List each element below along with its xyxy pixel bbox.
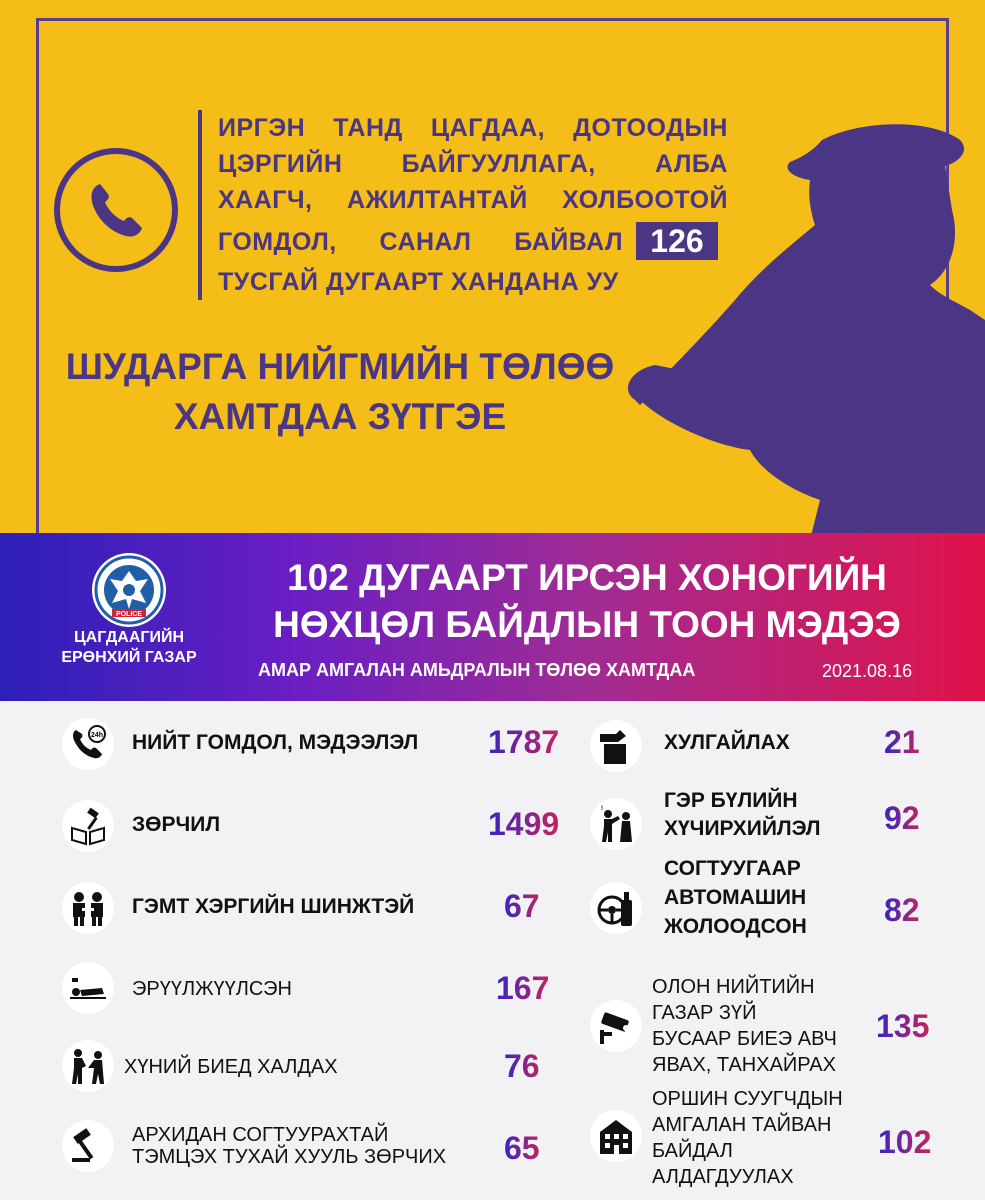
stat-value-bodily-harm: 76 xyxy=(504,1048,540,1084)
stat-label-public-disorder-line-2: ГАЗАР ЗҮЙ xyxy=(652,1002,757,1024)
gavel-icon xyxy=(62,1120,114,1172)
stat-label-total-complaints: НИЙТ ГОМДОЛ, МЭДЭЭЛЭЛ xyxy=(132,731,419,754)
stat-value-drunk-driving: 82 xyxy=(884,892,920,928)
band-title-line-2: НӨХЦӨЛ БАЙДЛЫН ТООН МЭДЭЭ xyxy=(273,604,901,645)
stat-label-drunk-driving-line-2: АВТОМАШИН xyxy=(664,886,807,909)
organization-name xyxy=(46,628,212,668)
stat-label-residents-peace-line-2: АМГАЛАН ТАЙВАН xyxy=(652,1114,832,1136)
slogan-line-2: ХАМТДАА ЗҮТГЭЕ xyxy=(173,396,507,437)
stat-label-drunk-driving-line-3: ЖОЛООДСОН xyxy=(664,915,807,938)
org-line-1: ЦАГДААГИЙН xyxy=(73,629,185,646)
report-date: 2021.08.16 xyxy=(822,661,913,681)
stat-label-violations: ЗӨРЧИЛ xyxy=(132,813,221,836)
stat-label-drunk-driving-line-1: СОГТУУГААР xyxy=(664,857,801,880)
wheel-bottle-icon xyxy=(590,882,642,934)
stat-value-sobering: 167 xyxy=(496,970,550,1006)
stat-label-domestic-violence-line-1: ГЭР БҮЛИЙН xyxy=(664,789,798,812)
domestic-violence-icon xyxy=(590,798,642,850)
message-line-2: ЦЭРГИЙН БАЙГУУЛЛАГА, АЛБА xyxy=(218,150,728,178)
stat-label-criminal-signs: ГЭМТ ХЭРГИЙН ШИНЖТЭЙ xyxy=(132,895,415,918)
message-line-1: ИРГЭН ТАНД ЦАГДАА, ДОТООДЫН xyxy=(218,114,728,142)
stat-value-alcohol-law: 65 xyxy=(504,1130,540,1166)
prisoners-icon xyxy=(62,882,114,934)
stat-value-violations: 1499 xyxy=(488,806,560,842)
message-line-3: ХААГЧ, АЖИЛТАНТАЙ ХОЛБООТОЙ xyxy=(218,186,728,214)
stat-label-residents-peace-line-1: ОРШИН СУУГЧДЫН xyxy=(652,1088,843,1110)
stat-label-residents-peace-line-3: БАЙДАЛ xyxy=(652,1140,733,1162)
slogan-line-1: ШУДАРГА НИЙГМИЙН ТӨЛӨӨ xyxy=(65,346,615,387)
divider-line xyxy=(198,110,202,300)
lying-person-icon xyxy=(62,962,114,1014)
police-logo xyxy=(92,553,166,627)
phone-24h-icon xyxy=(62,718,114,770)
message-line-4: ГОМДОЛ, САНАЛ БАЙВАЛ xyxy=(218,228,623,256)
stat-label-public-disorder-line-4: ЯВАХ, ТАНХАЙРАХ xyxy=(652,1054,836,1076)
apartment-building-icon xyxy=(590,1110,642,1162)
stat-label-theft: ХУЛГАЙЛАХ xyxy=(664,731,790,754)
stat-label-public-disorder-line-1: ОЛОН НИЙТИЙН xyxy=(652,976,815,998)
stat-label-domestic-violence-line-2: ХҮЧИРХИЙЛЭЛ xyxy=(664,817,821,840)
stat-label-public-disorder-line-3: БУСААР БИЕЭ АВЧ xyxy=(652,1028,837,1050)
stat-value-residents-peace: 102 xyxy=(878,1124,932,1160)
org-line-2: ЕРӨНХИЙ ГАЗАР xyxy=(61,649,197,666)
logo-text: POLICE xyxy=(115,611,143,618)
phone-icon xyxy=(54,148,178,272)
svg-text:!: ! xyxy=(601,806,603,812)
law-book-gavel-icon xyxy=(62,800,114,852)
theft-hand-icon xyxy=(590,720,642,772)
cctv-camera-icon xyxy=(590,1000,642,1052)
stat-label-residents-peace-line-4: АЛДАГДУУЛАХ xyxy=(652,1166,794,1188)
stat-value-public-disorder: 135 xyxy=(876,1008,930,1044)
stat-label-alcohol-law-line-2: ТЭМЦЭХ ТУХАЙ ХУУЛЬ ЗӨРЧИХ xyxy=(132,1146,447,1168)
stat-value-theft: 21 xyxy=(884,724,920,760)
stat-value-criminal-signs: 67 xyxy=(504,888,540,924)
svg-text:24h: 24h xyxy=(90,732,104,739)
band-subtitle: АМАР АМГАЛАН АМЬДРАЛЫН ТӨЛӨӨ ХАМТДАА xyxy=(258,660,696,680)
stat-value-domestic-violence: 92 xyxy=(884,800,920,836)
stat-label-alcohol-law-line-1: АРХИДАН СОГТУУРАХТАЙ xyxy=(132,1124,389,1146)
stat-value-total-complaints: 1787 xyxy=(488,724,560,760)
top-banner xyxy=(0,0,985,533)
band-title-line-1: 102 ДУГААРТ ИРСЭН ХОНОГИЙН xyxy=(287,557,887,598)
message-line-5: ТУСГАЙ ДУГААРТ ХАНДАНА УУ xyxy=(218,268,619,296)
saluting-officer-silhouette xyxy=(560,100,985,533)
fight-icon xyxy=(62,1040,114,1092)
hotline-number: 126 xyxy=(636,222,718,260)
stat-label-sobering: ЭРҮҮЛЖҮҮЛСЭН xyxy=(132,978,292,1000)
stat-label-bodily-harm: ХҮНИЙ БИЕД ХАЛДАХ xyxy=(124,1056,338,1078)
